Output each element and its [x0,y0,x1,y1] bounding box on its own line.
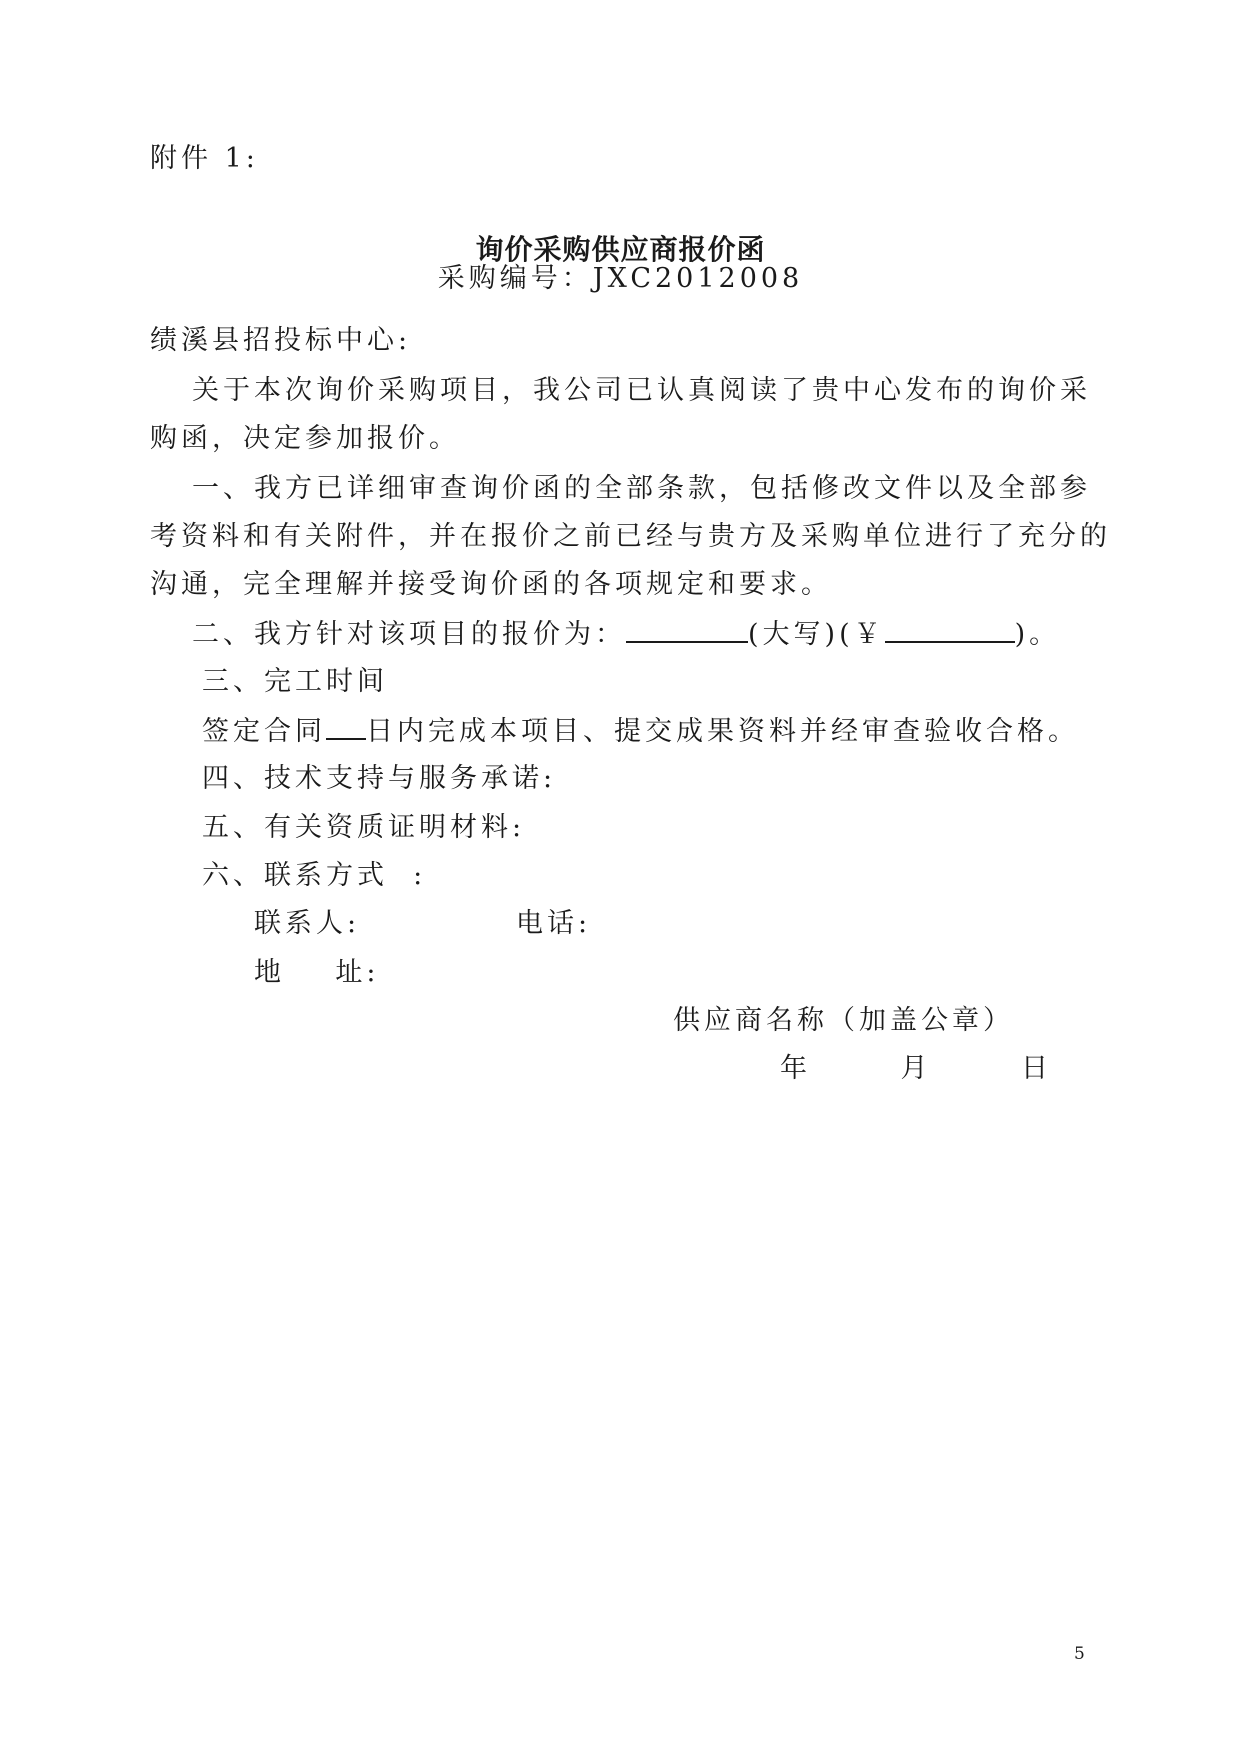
item3-line [202,714,1079,749]
procurement-number: 采购编号：JXC2012008 [437,263,804,294]
item2-line [192,617,1060,652]
item4: 四、技术支持与服务承诺: [202,763,557,794]
attachment-label: 附件 1: [150,143,259,174]
item3-heading: 三、完工时间 [202,666,388,697]
price-words-blank [626,617,748,643]
supplier-signature: 供应商名称（加盖公章） [673,1005,1014,1036]
item1-line-3: 沟通，完全理解并接受询价函的各项规定和要求。 [150,569,832,600]
intro-line-2: 购函，决定参加报价。 [150,423,460,454]
item3-prefix: 签定合同 [202,716,326,747]
price-amount-blank [885,617,1015,643]
contact-phone: 电话: [516,908,592,939]
signature-date: 年 月 日 [780,1053,1054,1084]
item6: 六、联系方式 : [202,860,427,891]
days-blank [326,714,366,740]
item2-mid: (大写)(￥ [748,619,885,650]
item1-line-1: 一、我方已详细审查询价函的全部条款，包括修改文件以及全部参 [192,473,1091,504]
item5: 五、有关资质证明材料: [202,812,526,843]
intro-line-1: 关于本次询价采购项目，我公司已认真阅读了贵中心发布的询价采 [192,375,1091,406]
item3-suffix: 日内完成本项目、提交成果资料并经审查验收合格。 [366,716,1079,747]
contact-address: 地 址: [254,957,380,988]
item1-line-2: 考资料和有关附件，并在报价之前已经与贵方及采购单位进行了充分的 [150,521,1111,552]
contact-person: 联系人: [254,908,361,939]
document-title: 询价采购供应商报价函 [475,233,766,266]
page-number: 5 [1074,1644,1085,1664]
addressee: 绩溪县招投标中心: [150,325,412,356]
item2-prefix: 二、我方针对该项目的报价为： [192,619,626,650]
item2-suffix: )。 [1014,619,1061,650]
